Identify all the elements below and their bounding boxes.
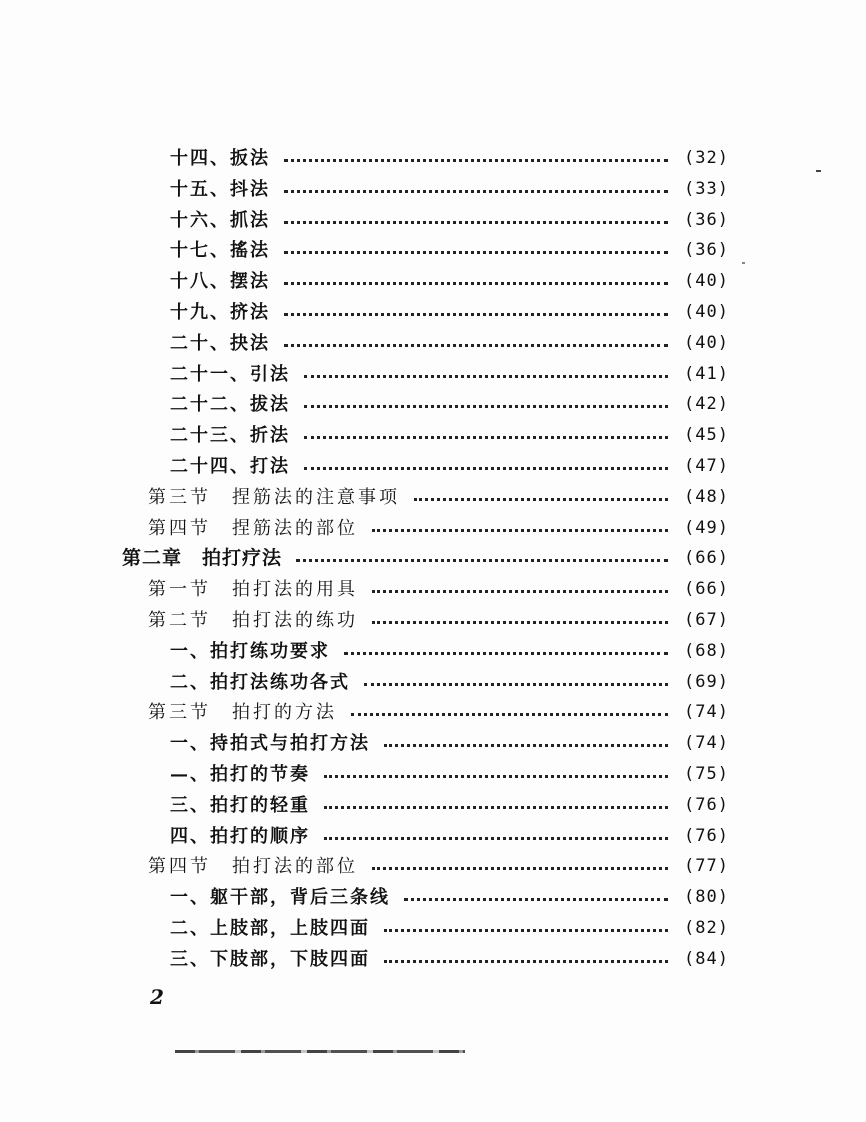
toc-entry-title: 十六、抓法 <box>170 209 270 231</box>
toc-subsection-entry <box>170 297 730 328</box>
toc-entry-title: 一、拍打练功要求 <box>170 640 330 662</box>
toc-entry-title: 第三节 拍打的方法 <box>148 702 337 724</box>
toc-entry-page: (42) <box>684 394 729 415</box>
toc-entry-page: (48) <box>684 486 729 507</box>
dot-leader <box>372 621 668 624</box>
toc-entry-title: 二十四、打法 <box>170 456 290 477</box>
dot-leader <box>284 344 668 347</box>
toc-section-entry <box>148 605 730 636</box>
toc-entry-title: 二十一、引法 <box>170 363 290 385</box>
toc-entry-title: 二、上肢部，上肢四面 <box>170 918 370 939</box>
dot-leader <box>404 898 668 901</box>
toc-entry-page: (47) <box>684 456 729 476</box>
toc-entry-page: (69) <box>684 671 729 692</box>
toc-subsection-entry <box>170 790 730 821</box>
toc-entry-title: 十四、扳法 <box>170 148 270 169</box>
toc-entry-title: 十五、抖法 <box>170 178 270 200</box>
toc-entry-page: (40) <box>684 302 729 322</box>
toc-entry-page: (40) <box>684 332 729 353</box>
dot-leader <box>284 221 668 224</box>
dot-leader <box>324 806 668 809</box>
toc-subsection-entry <box>170 913 730 944</box>
dot-leader <box>351 713 668 716</box>
toc-entry-page: (74) <box>684 702 729 723</box>
toc-entry-page: (84) <box>684 948 729 969</box>
toc-chapter-entry <box>122 543 730 574</box>
toc-entry-page: (45) <box>684 425 729 446</box>
dot-leader <box>324 837 668 840</box>
toc-subsection-entry <box>170 420 730 451</box>
toc-entry-page: (49) <box>684 517 729 538</box>
dot-leader <box>304 375 668 378</box>
dot-leader <box>284 251 668 254</box>
toc-entry-title: 四、拍打的顺序 <box>170 825 310 847</box>
toc-entry-page: (76) <box>684 794 729 815</box>
toc-subsection-entry <box>170 728 730 759</box>
toc-subsection-entry <box>170 174 730 205</box>
toc-entry-page: (77) <box>684 856 729 877</box>
page-number: 2 <box>150 985 164 1009</box>
toc-entry-title: 一、持拍式与拍打方法 <box>170 733 370 755</box>
toc-entry-title: 二、拍打法练功各式 <box>170 671 350 693</box>
toc-entry-page: (82) <box>684 918 729 938</box>
dot-leader <box>324 775 668 778</box>
toc-entry-title: 十八、摆法 <box>170 271 270 293</box>
dot-leader <box>372 590 668 593</box>
dot-leader <box>372 529 668 532</box>
toc-entry-title: 第三节 捏筋法的注意事项 <box>148 486 400 508</box>
dot-leader <box>284 190 668 193</box>
toc-subsection-entry <box>170 821 730 852</box>
toc-entry-page: (68) <box>684 640 729 661</box>
dot-leader <box>364 683 668 686</box>
scan-speck <box>816 170 821 172</box>
toc-section-entry <box>148 697 730 728</box>
toc-subsection-entry <box>170 882 730 913</box>
toc-entry-title: 十九、挤法 <box>170 302 270 323</box>
toc-entry-title: 二十二、拔法 <box>170 394 290 416</box>
toc-section-entry <box>148 574 730 605</box>
dot-leader <box>304 405 668 408</box>
dot-leader <box>384 960 668 963</box>
toc-entry-title: 第二节 拍打法的练功 <box>148 610 358 631</box>
toc-subsection-entry <box>170 636 730 667</box>
toc-section-entry <box>148 482 730 513</box>
toc-subsection-entry <box>170 389 730 420</box>
toc-entry-page: (75) <box>684 764 729 784</box>
toc-subsection-entry <box>170 235 730 266</box>
toc-entry-page: (76) <box>684 825 729 846</box>
dot-leader <box>414 498 668 501</box>
dot-leader <box>284 313 668 316</box>
toc-subsection-entry <box>170 359 730 390</box>
toc-entry-title: 二十三、折法 <box>170 425 290 447</box>
toc-entry-title: 一、躯干部，背后三条线 <box>170 887 390 909</box>
toc-entry-page: (66) <box>684 548 729 569</box>
dot-leader <box>344 652 668 655</box>
dot-leader <box>284 159 668 162</box>
toc-subsection-entry <box>170 451 730 482</box>
dot-leader <box>384 929 668 932</box>
toc-subsection-entry <box>170 944 730 975</box>
toc-entry-title: 十七、搖法 <box>170 240 270 262</box>
toc-entry-title: 二十、抉法 <box>170 332 270 354</box>
toc-section-entry <box>148 513 730 544</box>
toc-entry-page: (67) <box>684 610 729 630</box>
toc-entry-page: (80) <box>684 887 729 908</box>
dot-leader <box>384 744 668 747</box>
toc-entry-title: 第四节 拍打法的部位 <box>148 856 358 878</box>
toc-entry-page: (36) <box>684 240 729 261</box>
toc-entry-page: (36) <box>684 209 729 230</box>
scan-artifact-line <box>175 1050 465 1053</box>
dot-leader <box>372 867 668 870</box>
toc-entry-title: 第二章 拍打疗法 <box>122 547 283 570</box>
toc-subsection-entry <box>170 667 730 698</box>
toc-entry-page: (33) <box>684 178 729 199</box>
toc-entry-page: (41) <box>684 363 729 384</box>
toc-entry-page: (40) <box>684 271 729 292</box>
toc-entry-page: (32) <box>684 148 729 168</box>
toc-entry-title: 第四节 捏筋法的部位 <box>148 517 358 539</box>
dot-leader <box>296 559 668 562</box>
toc-entry-page: (66) <box>684 579 729 600</box>
dot-leader <box>304 467 668 470</box>
toc-subsection-entry <box>170 266 730 297</box>
toc-entry-title: —、拍打的节奏 <box>170 764 310 785</box>
toc-entry-page: (74) <box>684 733 729 754</box>
toc-section-entry <box>148 851 730 882</box>
toc-subsection-entry <box>170 143 730 174</box>
toc-entry-title: 三、拍打的轻重 <box>170 794 310 816</box>
toc-entry-title: 三、下肢部，下肢四面 <box>170 948 370 970</box>
toc-subsection-entry <box>170 328 730 359</box>
scan-speck <box>742 262 745 264</box>
toc-subsection-entry <box>170 759 730 790</box>
dot-leader <box>284 282 668 285</box>
dot-leader <box>304 436 668 439</box>
toc-entry-title: 第一节 拍打法的用具 <box>148 579 358 601</box>
toc-subsection-entry <box>170 205 730 236</box>
